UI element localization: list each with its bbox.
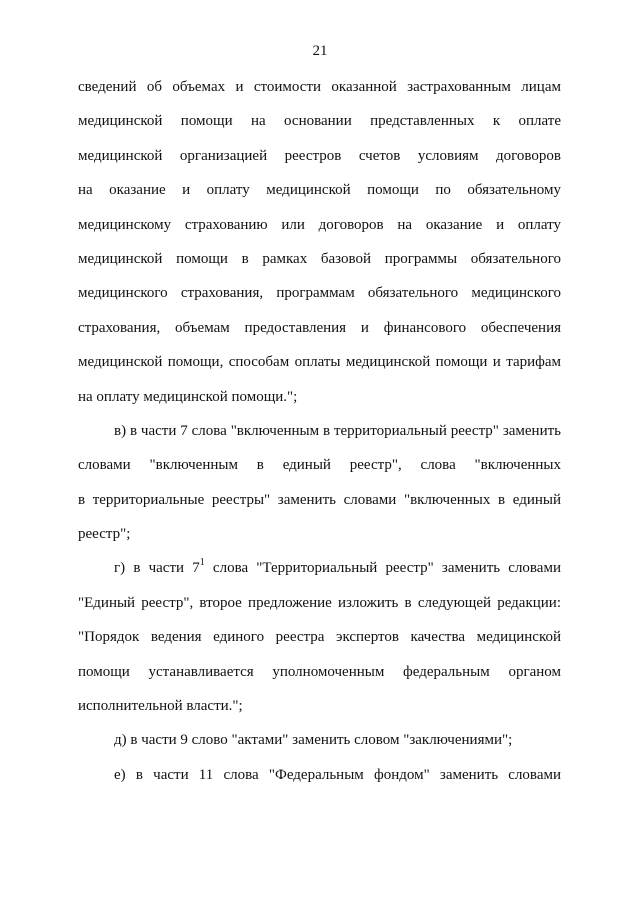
text-line: медицинской помощи в рамках базовой программы обязательного bbox=[78, 250, 561, 267]
superscript: 1 bbox=[199, 557, 205, 569]
text-line-part: слова "Территориальный реестр" заменить словами bbox=[204, 560, 561, 577]
text-line: "Единый реестр", второе предложение изложить в следующей редакции: bbox=[78, 594, 561, 611]
text-line: медицинской организацией реестров счетов условиям договоров bbox=[78, 147, 561, 164]
text-line: е) в части 11 слова "Федеральным фондом" заменить словами bbox=[114, 766, 561, 783]
text-line: медицинской помощи на основании представленных к оплате bbox=[78, 113, 561, 130]
text-line: в) в части 7 слова "включенным в территориальный реестр" заменить bbox=[114, 422, 561, 439]
text-line: д) в части 9 слово "актами" заменить словом "заключениями"; bbox=[114, 732, 513, 749]
text-line: помощи устанавливается уполномоченным федеральным органом bbox=[78, 663, 561, 680]
text-line: "Порядок ведения единого реестра экспертов качества медицинской bbox=[78, 629, 561, 646]
text-line: исполнительной власти."; bbox=[78, 698, 243, 715]
text-line: медицинского страхования, программам обязательного медицинского bbox=[78, 285, 561, 302]
text-line: словами "включенным в единый реестр", слова "включенных bbox=[78, 457, 561, 474]
text-line: медицинскому страхованию или договоров на оказание и оплату bbox=[78, 216, 561, 233]
document-body bbox=[78, 76, 561, 798]
text-line: на оказание и оплату медицинской помощи по обязательному bbox=[78, 182, 561, 199]
text-line-composite bbox=[78, 557, 561, 591]
text-line-part: г) в части 7 bbox=[114, 560, 200, 577]
text-line: реестр"; bbox=[78, 526, 131, 543]
page-number: 21 bbox=[312, 43, 328, 59]
text-line: медицинской помощи, способам оплаты медицинской помощи и тарифам bbox=[78, 354, 561, 371]
text-line: страхования, объемам предоставления и финансового обеспечения bbox=[78, 319, 561, 336]
text-line: на оплату медицинской помощи."; bbox=[78, 388, 298, 405]
text-line: в территориальные реестры" заменить словами "включенных в единый bbox=[78, 491, 561, 508]
text-line: сведений об объемах и стоимости оказанной застрахованным лицам bbox=[78, 79, 561, 95]
